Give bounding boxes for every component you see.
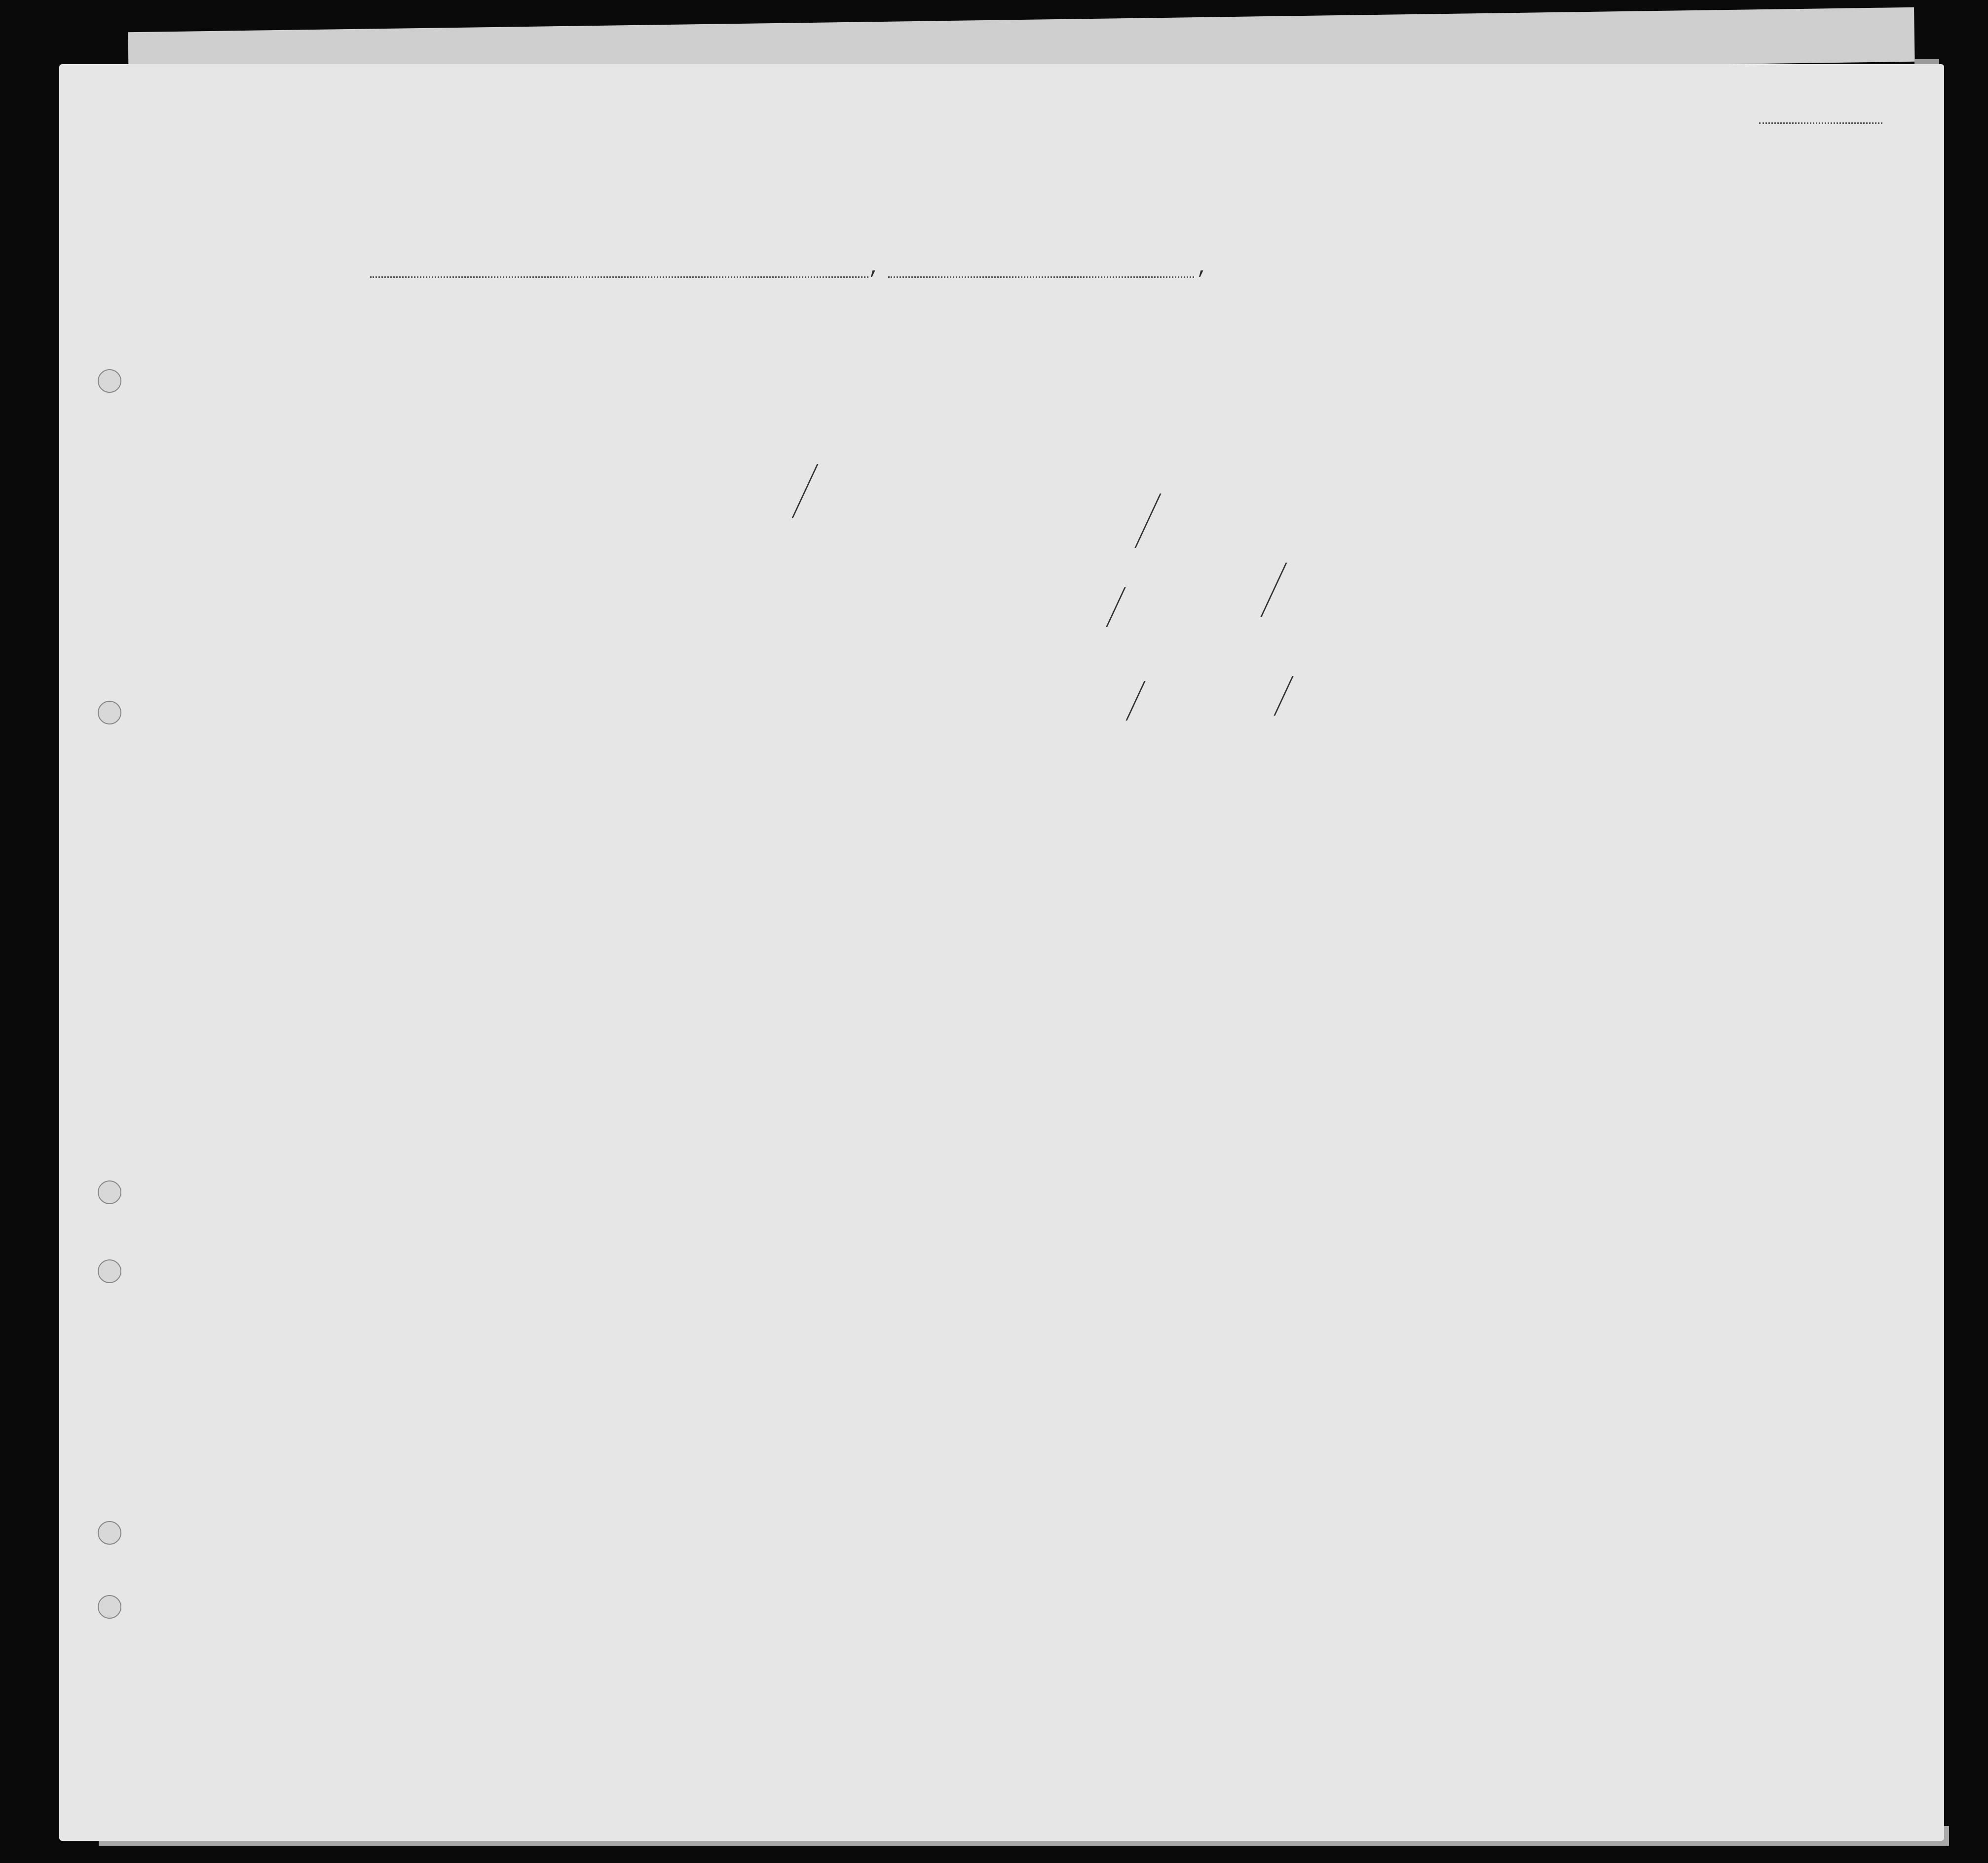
manifest-sheet bbox=[59, 64, 1944, 1841]
binder-hole bbox=[98, 701, 121, 724]
binder-hole bbox=[98, 1180, 121, 1204]
binder-hole bbox=[98, 1595, 121, 1619]
list-line bbox=[1759, 122, 1882, 124]
comma-2: , bbox=[1197, 258, 1209, 280]
binder-hole bbox=[98, 1259, 121, 1283]
port-line bbox=[370, 276, 868, 278]
binder-hole bbox=[98, 1521, 121, 1545]
month-line bbox=[888, 276, 1194, 278]
comma-1: , bbox=[868, 258, 881, 280]
binder-hole bbox=[98, 369, 121, 393]
